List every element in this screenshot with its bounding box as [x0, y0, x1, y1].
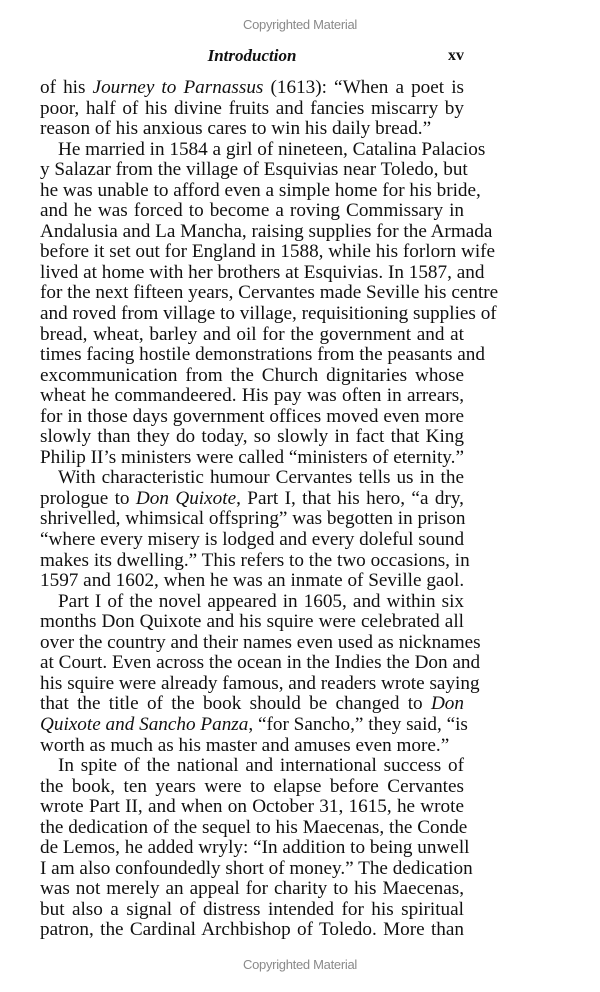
text-segment: slowly than they do today, so slowly in fact that King: [40, 426, 464, 448]
text-segment: de Lemos, he added wryly: “In addition to being unwell: [40, 837, 470, 859]
text-line: [40, 241, 496, 263]
text-segment: 1597 and 1602, when he was an inmate of Seville gaol.: [40, 570, 465, 592]
text-segment: but also a signal of distress intended for his spiritual: [40, 898, 464, 920]
text-segment: prologue to: [40, 487, 136, 509]
text-segment: , Part I, that his hero, “a dry,: [236, 487, 464, 509]
text-line: [40, 736, 464, 757]
text-line: [40, 282, 499, 304]
text-line: [40, 713, 468, 736]
text-line: [40, 816, 468, 839]
text-line: [40, 797, 464, 818]
text-segment: times facing hostile demonstrations from the peasants and: [40, 344, 485, 366]
text-line: [40, 201, 464, 222]
italic-title-text: Quixote and Sancho Panza: [40, 713, 249, 735]
text-line: [40, 612, 464, 633]
body-text: [40, 77, 499, 941]
text-segment: lived at home with her brothers at Esquivias. In 1587, and: [40, 261, 485, 283]
text-segment: , “for Sancho,” they said, “is: [248, 713, 468, 735]
text-segment: he was unable to afford even a simple home for his bride,: [40, 179, 481, 201]
text-segment: In spite of the national and international success of: [58, 755, 464, 777]
text-line: [40, 837, 470, 859]
text-segment: wrote Part II, and when on October 31, 1615, he wrote: [40, 796, 464, 818]
text-segment: y Salazar from the village of Esquivias near Toledo, but: [40, 159, 468, 181]
text-line: [40, 489, 464, 510]
text-line: [40, 366, 464, 387]
text-segment: months Don Quixote and his squire were celebrated all: [40, 611, 464, 633]
text-segment: poor, half of his divine fruits and fancies miscarry by: [40, 97, 464, 119]
text-line: [40, 78, 464, 99]
text-line: [40, 900, 464, 921]
text-line: [40, 159, 468, 181]
text-segment: that the title of the book should be changed to: [40, 693, 431, 715]
text-segment: (1613): “When a poet is: [263, 77, 464, 98]
text-line: [40, 138, 486, 161]
copyright-watermark-top: Copyrighted Material: [243, 17, 357, 32]
text-line: [40, 592, 464, 613]
text-segment: and roved from village to village, requisitioning supplies of: [40, 303, 497, 325]
text-line: [40, 386, 464, 407]
page-number: xv: [448, 47, 464, 64]
text-segment: of his: [40, 77, 93, 98]
text-line: [40, 179, 481, 202]
text-segment: bread, wheat, barley and oil for the government and at: [40, 323, 464, 345]
text-segment: Part I of the novel appeared in 1605, and within six: [58, 590, 464, 612]
text-segment: his squire were already famous, and readers wrote saying: [40, 672, 480, 694]
text-segment: With characteristic humour Cervantes tells us in the: [58, 467, 464, 489]
text-line: [40, 344, 485, 366]
text-line: [40, 427, 464, 448]
text-segment: “where every misery is lodged and every doleful sound: [40, 529, 465, 551]
copyright-watermark-bottom: Copyrighted Material: [243, 957, 357, 972]
italic-title-text: Don: [430, 693, 464, 715]
text-segment: the book, ten years were to elapse before Cervantes: [40, 775, 464, 797]
text-line: [40, 652, 481, 674]
text-segment: and he was forced to become a roving Commissary in: [40, 200, 464, 222]
text-line: [40, 99, 464, 120]
italic-title-text: Journey to Parnassus: [92, 77, 264, 98]
text-line: [40, 530, 464, 551]
text-segment: for in those days government offices moved even more: [40, 405, 464, 427]
text-segment: Philip II’s ministers were called “ministers of eternity.”: [40, 446, 464, 468]
text-line: [40, 920, 464, 941]
text-segment: reason of his anxious cares to win his daily bread.”: [40, 118, 432, 140]
text-segment: was not merely an appeal for charity to his Maecenas,: [40, 878, 464, 900]
text-segment: for the next fifteen years, Cervantes made Seville his centre: [40, 282, 499, 304]
text-segment: I am also confoundedly short of money.” The dedication: [40, 857, 473, 879]
text-line: [40, 879, 464, 900]
text-line: [40, 119, 464, 140]
text-segment: excommunication from the Church dignitaries whose: [40, 364, 464, 386]
text-line: [40, 694, 464, 715]
running-head: [40, 46, 464, 70]
text-segment: patron, the Cardinal Archbishop of Toledo. More than: [40, 919, 464, 941]
text-line: [40, 672, 480, 695]
italic-title-text: Don Quixote: [135, 487, 237, 509]
text-line: [40, 631, 481, 654]
text-line: [40, 325, 464, 346]
text-line: [40, 303, 497, 325]
text-line: [40, 509, 464, 530]
text-line: [40, 407, 464, 428]
text-segment: before it set out for England in 1588, while his forlorn wife: [40, 241, 496, 263]
text-segment: shrivelled, whimsical offspring” was begotten in prison: [40, 508, 466, 530]
text-segment: the dedication of the sequel to his Maecenas, the Conde: [40, 816, 468, 838]
text-segment: over the country and their names even used as nicknames: [40, 631, 481, 653]
running-head-title: Introduction: [207, 46, 297, 65]
text-segment: makes its dwelling.” This refers to the two occasions, in: [40, 549, 470, 571]
text-line: [40, 857, 473, 880]
text-line: [40, 220, 493, 243]
text-line: [40, 468, 464, 489]
text-segment: wheat he commandeered. His pay was often in arrears,: [40, 385, 464, 407]
text-segment: He married in 1584 a girl of nineteen, Catalina Palacios: [58, 138, 486, 160]
text-line: [40, 549, 470, 572]
text-line: [40, 448, 464, 469]
text-segment: Andalusia and La Mancha, raising supplies for the Armada: [40, 220, 493, 242]
text-segment: at Court. Even across the ocean in the Indies the Don and: [40, 652, 481, 674]
text-line: [40, 777, 464, 798]
text-line: [40, 261, 485, 284]
text-line: [40, 756, 464, 777]
text-line: [40, 571, 464, 592]
text-segment: worth as much as his master and amuses even more.”: [40, 734, 450, 756]
